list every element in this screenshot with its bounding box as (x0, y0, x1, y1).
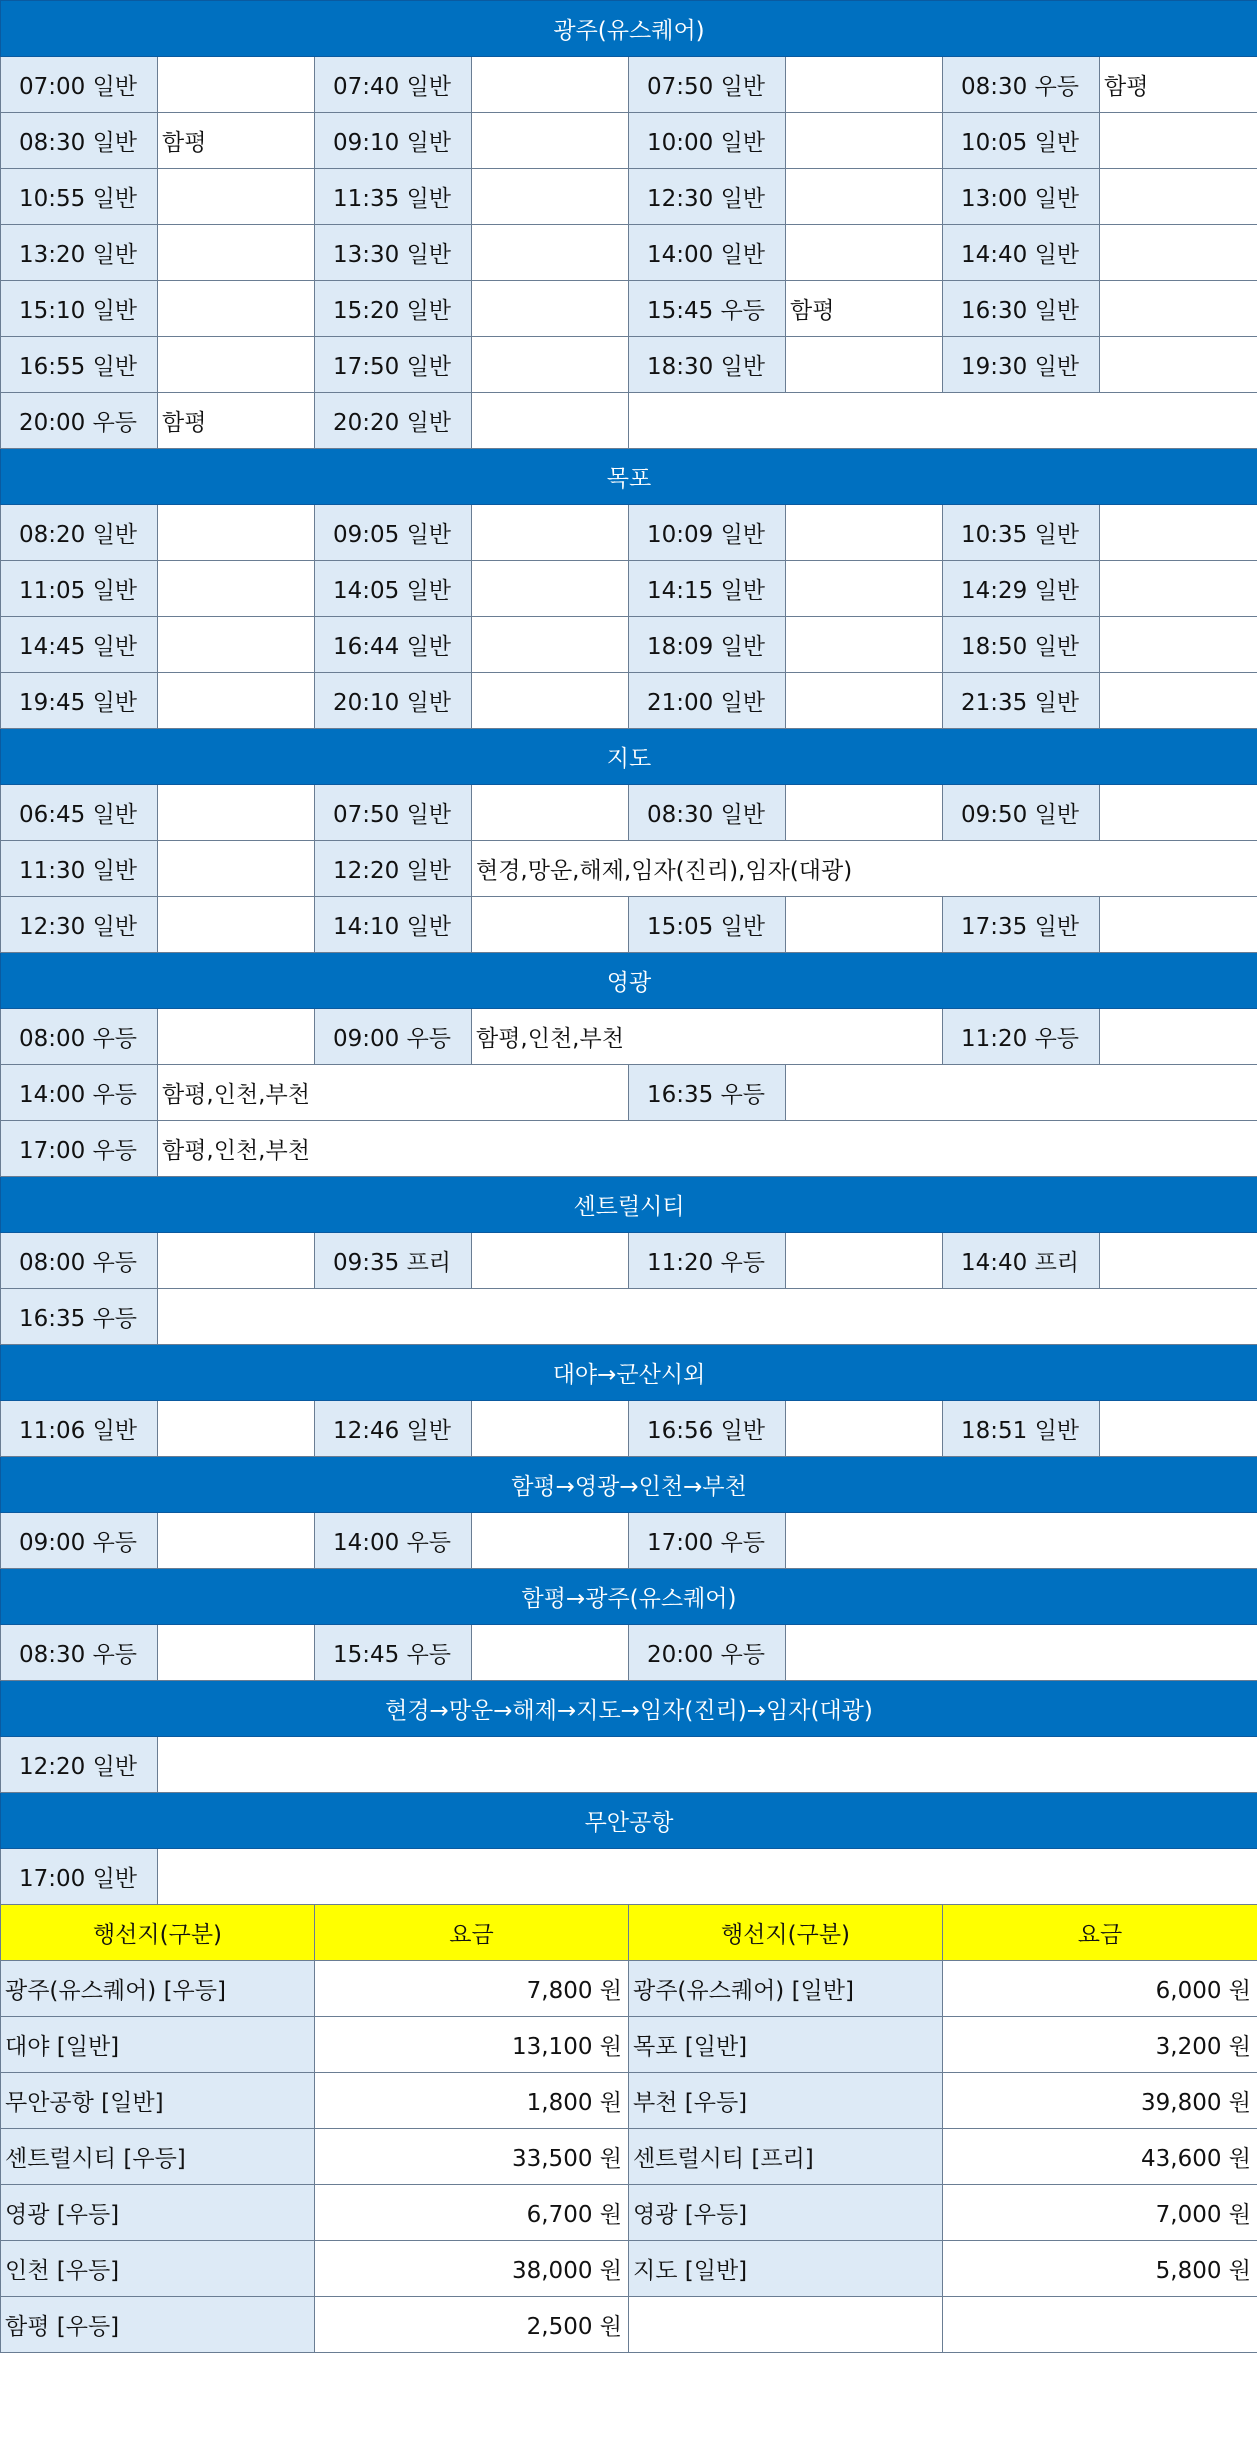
via-stops: 함평 (158, 113, 315, 169)
via-stops (786, 337, 943, 393)
schedule-row (1, 1401, 1257, 1457)
departure-time: 17:00 일반 (1, 1849, 158, 1905)
departure-time: 16:44 일반 (315, 617, 472, 673)
section-title: 영광 (1, 953, 1257, 1009)
departure-time: 20:00 우등 (1, 393, 158, 449)
section-header-row (1, 1457, 1257, 1513)
departure-time: 10:35 일반 (943, 505, 1100, 561)
departure-time: 12:46 일반 (315, 1401, 472, 1457)
via-stops (158, 225, 315, 281)
via-stops: 함평 (786, 281, 943, 337)
section-header-row (1, 1345, 1257, 1401)
via-stops (1100, 281, 1257, 337)
fare-price: 33,500 원 (315, 2129, 629, 2185)
section-title: 함평→광주(유스퀘어) (1, 1569, 1257, 1625)
section-header-row (1, 1681, 1257, 1737)
schedule-row (1, 1513, 1257, 1569)
section-title: 광주(유스퀘어) (1, 1, 1257, 57)
departure-time: 14:00 우등 (1, 1065, 158, 1121)
fare-price-header: 요금 (943, 1905, 1257, 1961)
via-stops (158, 1009, 315, 1065)
via-stops (1100, 1009, 1257, 1065)
via-stops (786, 1401, 943, 1457)
departure-time: 14:40 일반 (943, 225, 1100, 281)
empty-cell (629, 393, 1257, 449)
fare-destination: 목포 [일반] (629, 2017, 943, 2073)
fare-price: 2,500 원 (315, 2297, 629, 2353)
departure-time: 11:05 일반 (1, 561, 158, 617)
via-stops (1100, 617, 1257, 673)
departure-time: 09:05 일반 (315, 505, 472, 561)
via-stops (472, 337, 629, 393)
departure-time: 08:30 우등 (1, 1625, 158, 1681)
via-stops (1100, 337, 1257, 393)
via-stops (158, 897, 315, 953)
via-stops (158, 169, 315, 225)
fare-price: 5,800 원 (943, 2241, 1257, 2297)
via-stops (1100, 1233, 1257, 1289)
fare-destination-header: 행선지(구분) (1, 1905, 315, 1961)
via-stops: 함평,인천,부천 (472, 1009, 943, 1065)
via-stops (1100, 673, 1257, 729)
fare-row (1, 2073, 1257, 2129)
via-stops (786, 617, 943, 673)
departure-time: 10:00 일반 (629, 113, 786, 169)
departure-time: 17:50 일반 (315, 337, 472, 393)
departure-time: 12:20 일반 (315, 841, 472, 897)
schedule-row (1, 1233, 1257, 1289)
via-stops (786, 505, 943, 561)
departure-time: 10:05 일반 (943, 113, 1100, 169)
departure-time: 09:10 일반 (315, 113, 472, 169)
departure-time: 16:35 우등 (1, 1289, 158, 1345)
via-stops (786, 785, 943, 841)
departure-time: 16:56 일반 (629, 1401, 786, 1457)
fare-price (943, 2297, 1257, 2353)
via-stops (786, 1233, 943, 1289)
via-stops (472, 57, 629, 113)
via-stops: 함평,인천,부천 (158, 1121, 1257, 1177)
departure-time: 14:45 일반 (1, 617, 158, 673)
via-stops (158, 841, 315, 897)
fare-destination: 광주(유스퀘어) [우등] (1, 1961, 315, 2017)
departure-time: 06:45 일반 (1, 785, 158, 841)
schedule-row (1, 1737, 1257, 1793)
schedule-row (1, 1121, 1257, 1177)
via-stops (786, 897, 943, 953)
departure-time: 08:00 우등 (1, 1233, 158, 1289)
via-stops: 함평 (1100, 57, 1257, 113)
departure-time: 12:30 일반 (629, 169, 786, 225)
departure-time: 19:30 일반 (943, 337, 1100, 393)
departure-time: 07:50 일반 (315, 785, 472, 841)
fare-destination: 인천 [우등] (1, 2241, 315, 2297)
fare-destination-header: 행선지(구분) (629, 1905, 943, 1961)
schedule-row (1, 1849, 1257, 1905)
departure-time: 18:30 일반 (629, 337, 786, 393)
schedule-row (1, 561, 1257, 617)
schedule-row (1, 1065, 1257, 1121)
via-stops (158, 785, 315, 841)
departure-time: 18:51 일반 (943, 1401, 1100, 1457)
via-stops: 함평 (158, 393, 315, 449)
fare-price: 13,100 원 (315, 2017, 629, 2073)
fare-row (1, 2241, 1257, 2297)
via-stops (158, 505, 315, 561)
fare-price: 6,000 원 (943, 1961, 1257, 2017)
schedule-row (1, 393, 1257, 449)
departure-time: 17:00 우등 (629, 1513, 786, 1569)
section-title: 현경→망운→해제→지도→임자(진리)→임자(대광) (1, 1681, 1257, 1737)
via-stops (1100, 897, 1257, 953)
schedule-row (1, 337, 1257, 393)
via-stops (1100, 225, 1257, 281)
schedule-row (1, 113, 1257, 169)
schedule-row (1, 785, 1257, 841)
departure-time: 11:20 우등 (943, 1009, 1100, 1065)
fare-destination: 지도 [일반] (629, 2241, 943, 2297)
via-stops (786, 673, 943, 729)
departure-time: 17:00 우등 (1, 1121, 158, 1177)
via-stops (472, 617, 629, 673)
fare-row (1, 2185, 1257, 2241)
fare-destination: 함평 [우등] (1, 2297, 315, 2353)
via-stops (472, 169, 629, 225)
departure-time: 14:10 일반 (315, 897, 472, 953)
fare-price: 38,000 원 (315, 2241, 629, 2297)
departure-time: 14:00 우등 (315, 1513, 472, 1569)
departure-time: 14:40 프리 (943, 1233, 1100, 1289)
departure-time: 15:10 일반 (1, 281, 158, 337)
departure-time: 14:15 일반 (629, 561, 786, 617)
fare-price: 6,700 원 (315, 2185, 629, 2241)
departure-time: 13:20 일반 (1, 225, 158, 281)
fare-row (1, 1961, 1257, 2017)
section-header-row (1, 729, 1257, 785)
section-header-row (1, 1, 1257, 57)
via-stops (786, 225, 943, 281)
departure-time: 09:35 프리 (315, 1233, 472, 1289)
via-stops (472, 1513, 629, 1569)
via-stops: 현경,망운,해제,임자(진리),임자(대광) (472, 841, 1257, 897)
schedule-row (1, 1625, 1257, 1681)
via-stops (786, 1065, 1257, 1121)
fare-row (1, 2017, 1257, 2073)
via-stops (786, 113, 943, 169)
section-header-row (1, 1793, 1257, 1849)
section-title: 대야→군산시외 (1, 1345, 1257, 1401)
schedule-row (1, 281, 1257, 337)
departure-time: 14:05 일반 (315, 561, 472, 617)
fare-destination: 영광 [우등] (629, 2185, 943, 2241)
section-header-row (1, 1569, 1257, 1625)
fare-destination: 광주(유스퀘어) [일반] (629, 1961, 943, 2017)
departure-time: 08:30 일반 (629, 785, 786, 841)
fare-row (1, 2129, 1257, 2185)
departure-time: 17:35 일반 (943, 897, 1100, 953)
departure-time: 16:55 일반 (1, 337, 158, 393)
departure-time: 15:45 우등 (629, 281, 786, 337)
fare-price: 43,600 원 (943, 2129, 1257, 2185)
fare-destination: 무안공항 [일반] (1, 2073, 315, 2129)
via-stops (472, 393, 629, 449)
departure-time: 20:20 일반 (315, 393, 472, 449)
departure-time: 10:55 일반 (1, 169, 158, 225)
via-stops (1100, 785, 1257, 841)
departure-time: 18:50 일반 (943, 617, 1100, 673)
schedule-row (1, 617, 1257, 673)
via-stops (472, 225, 629, 281)
departure-time: 21:35 일반 (943, 673, 1100, 729)
fare-row (1, 2297, 1257, 2353)
via-stops (786, 561, 943, 617)
via-stops (472, 1233, 629, 1289)
fare-destination: 센트럴시티 [우등] (1, 2129, 315, 2185)
via-stops (158, 561, 315, 617)
departure-time: 18:09 일반 (629, 617, 786, 673)
schedule-row (1, 169, 1257, 225)
via-stops (1100, 113, 1257, 169)
via-stops (158, 337, 315, 393)
fare-price: 7,800 원 (315, 1961, 629, 2017)
fare-price: 39,800 원 (943, 2073, 1257, 2129)
fare-header-row (1, 1905, 1257, 1961)
departure-time: 08:00 우등 (1, 1009, 158, 1065)
departure-time: 13:30 일반 (315, 225, 472, 281)
schedule-row (1, 57, 1257, 113)
schedule-row (1, 1289, 1257, 1345)
via-stops (786, 169, 943, 225)
departure-time: 08:20 일반 (1, 505, 158, 561)
departure-time: 19:45 일반 (1, 673, 158, 729)
schedule-row (1, 225, 1257, 281)
via-stops (472, 561, 629, 617)
fare-price: 3,200 원 (943, 2017, 1257, 2073)
via-stops (472, 785, 629, 841)
via-stops: 함평,인천,부천 (158, 1065, 629, 1121)
section-title: 목포 (1, 449, 1257, 505)
schedule-row (1, 673, 1257, 729)
section-header-row (1, 953, 1257, 1009)
schedule-row (1, 1009, 1257, 1065)
via-stops (472, 113, 629, 169)
section-title: 함평→영광→인천→부천 (1, 1457, 1257, 1513)
departure-time: 15:05 일반 (629, 897, 786, 953)
departure-time: 07:40 일반 (315, 57, 472, 113)
departure-time: 07:00 일반 (1, 57, 158, 113)
fare-destination: 대야 [일반] (1, 2017, 315, 2073)
via-stops (1100, 1401, 1257, 1457)
section-header-row (1, 1177, 1257, 1233)
section-title: 센트럴시티 (1, 1177, 1257, 1233)
fare-price: 7,000 원 (943, 2185, 1257, 2241)
section-title: 지도 (1, 729, 1257, 785)
departure-time: 16:30 일반 (943, 281, 1100, 337)
via-stops (158, 1849, 1257, 1905)
via-stops (1100, 505, 1257, 561)
via-stops (158, 281, 315, 337)
departure-time: 11:35 일반 (315, 169, 472, 225)
fare-destination: 센트럴시티 [프리] (629, 2129, 943, 2185)
via-stops (786, 1513, 1257, 1569)
departure-time: 15:20 일반 (315, 281, 472, 337)
departure-time: 12:30 일반 (1, 897, 158, 953)
via-stops (472, 1401, 629, 1457)
via-stops (472, 897, 629, 953)
fare-price-header: 요금 (315, 1905, 629, 1961)
via-stops (158, 1737, 1257, 1793)
departure-time: 09:00 우등 (315, 1009, 472, 1065)
departure-time: 15:45 우등 (315, 1625, 472, 1681)
departure-time: 20:00 우등 (629, 1625, 786, 1681)
via-stops (158, 1289, 1257, 1345)
via-stops (158, 673, 315, 729)
fare-destination (629, 2297, 943, 2353)
fare-destination: 영광 [우등] (1, 2185, 315, 2241)
departure-time: 11:20 우등 (629, 1233, 786, 1289)
via-stops (158, 57, 315, 113)
departure-time: 14:00 일반 (629, 225, 786, 281)
via-stops (1100, 561, 1257, 617)
departure-time: 12:20 일반 (1, 1737, 158, 1793)
departure-time: 10:09 일반 (629, 505, 786, 561)
via-stops (158, 1401, 315, 1457)
via-stops (472, 1625, 629, 1681)
schedule-row (1, 841, 1257, 897)
via-stops (158, 617, 315, 673)
departure-time: 11:30 일반 (1, 841, 158, 897)
via-stops (158, 1625, 315, 1681)
schedule-row (1, 897, 1257, 953)
departure-time: 14:29 일반 (943, 561, 1100, 617)
via-stops (472, 281, 629, 337)
via-stops (786, 57, 943, 113)
fare-price: 1,800 원 (315, 2073, 629, 2129)
schedule-row (1, 505, 1257, 561)
departure-time: 07:50 일반 (629, 57, 786, 113)
fare-destination: 부천 [우등] (629, 2073, 943, 2129)
departure-time: 16:35 우등 (629, 1065, 786, 1121)
departure-time: 09:50 일반 (943, 785, 1100, 841)
departure-time: 08:30 일반 (1, 113, 158, 169)
section-header-row (1, 449, 1257, 505)
via-stops (472, 505, 629, 561)
departure-time: 21:00 일반 (629, 673, 786, 729)
departure-time: 09:00 우등 (1, 1513, 158, 1569)
departure-time: 13:00 일반 (943, 169, 1100, 225)
via-stops (786, 1625, 1257, 1681)
via-stops (1100, 169, 1257, 225)
departure-time: 08:30 우등 (943, 57, 1100, 113)
via-stops (158, 1513, 315, 1569)
departure-time: 20:10 일반 (315, 673, 472, 729)
via-stops (472, 673, 629, 729)
section-title: 무안공항 (1, 1793, 1257, 1849)
via-stops (158, 1233, 315, 1289)
departure-time: 11:06 일반 (1, 1401, 158, 1457)
